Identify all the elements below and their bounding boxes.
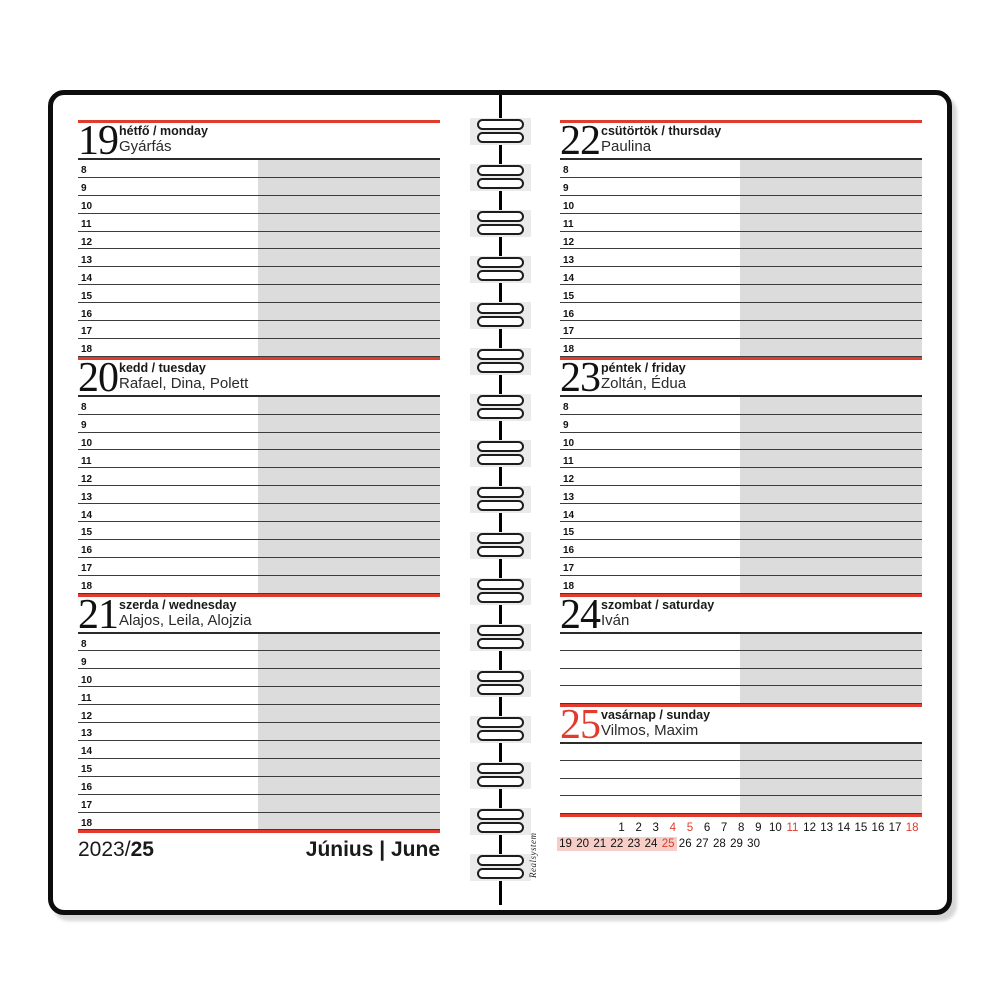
hour-label: 10 xyxy=(563,437,575,449)
hour-row xyxy=(78,415,440,433)
note-row xyxy=(560,669,922,687)
spiral-ring xyxy=(470,716,531,743)
ring-top xyxy=(477,809,524,820)
calendar-day: 4 xyxy=(669,821,677,834)
day-block-23 xyxy=(560,354,922,597)
hour-row xyxy=(78,433,440,451)
ring-top xyxy=(477,395,524,406)
hour-label: 9 xyxy=(81,420,87,432)
hour-label: 12 xyxy=(81,473,93,485)
day-title: hétfő / monday xyxy=(119,124,208,138)
hour-row xyxy=(78,267,440,285)
day-number: 24 xyxy=(560,591,600,638)
calendar-day: 10 xyxy=(768,821,782,834)
hour-row xyxy=(560,285,922,303)
hour-label: 13 xyxy=(81,728,93,740)
year-week-label xyxy=(78,838,154,862)
calendar-row-2 xyxy=(557,837,922,851)
nameday-names: Alajos, Leila, Alojzia xyxy=(119,611,252,629)
day-number: 19 xyxy=(78,118,118,164)
calendar-day: 15 xyxy=(854,821,868,834)
day-header xyxy=(560,118,922,164)
calendar-day: 12 xyxy=(803,821,816,834)
note-row xyxy=(560,686,922,704)
hour-row xyxy=(78,178,440,196)
note-row xyxy=(560,761,922,779)
calendar-day: 8 xyxy=(738,821,745,834)
hour-row xyxy=(560,178,922,196)
hour-row xyxy=(560,522,922,540)
ring-bottom xyxy=(477,868,524,879)
hour-row xyxy=(78,339,440,357)
ring-bottom xyxy=(477,500,524,511)
calendar-row-1 xyxy=(613,821,922,835)
ring-top xyxy=(477,349,524,360)
ring-top xyxy=(477,211,524,222)
nameday-names: Iván xyxy=(601,611,630,629)
calendar-day: 19 xyxy=(557,837,574,851)
day-grid xyxy=(560,634,922,704)
ring-bottom xyxy=(477,776,524,787)
ring-bottom xyxy=(477,592,524,603)
day-grid xyxy=(78,397,440,594)
hour-row xyxy=(78,397,440,415)
day-number: 21 xyxy=(78,591,118,638)
note-row xyxy=(560,779,922,797)
ring-bottom xyxy=(477,270,524,281)
day-header xyxy=(560,701,922,748)
hour-label: 17 xyxy=(563,563,575,575)
hour-label: 12 xyxy=(81,710,93,722)
hour-label: 15 xyxy=(563,527,575,539)
ring-top xyxy=(477,533,524,544)
hour-label: 13 xyxy=(563,491,575,503)
spiral-ring xyxy=(470,256,531,283)
day-block-21 xyxy=(78,591,440,834)
hour-label: 18 xyxy=(563,581,575,593)
right-day-list xyxy=(560,120,922,817)
left-day-list xyxy=(78,120,440,833)
spiral-ring xyxy=(470,394,531,421)
calendar-day: 9 xyxy=(755,821,762,834)
note-row xyxy=(560,651,922,669)
hour-label: 16 xyxy=(563,308,575,320)
hour-label: 8 xyxy=(81,165,87,177)
hour-label: 12 xyxy=(563,473,575,485)
hour-row xyxy=(560,196,922,214)
hour-row xyxy=(78,303,440,321)
calendar-day: 23 xyxy=(625,837,642,851)
ring-top xyxy=(477,119,524,130)
hour-row xyxy=(560,160,922,178)
spiral-ring xyxy=(470,624,531,651)
month-label: Június | June xyxy=(305,838,440,862)
day-header xyxy=(560,354,922,401)
ring-top xyxy=(477,763,524,774)
hour-row xyxy=(78,634,440,652)
hour-row xyxy=(78,723,440,741)
day-grid xyxy=(560,397,922,594)
ring-bottom xyxy=(477,362,524,373)
hour-row xyxy=(560,576,922,594)
hour-row xyxy=(78,777,440,795)
spiral-ring xyxy=(470,348,531,375)
note-row xyxy=(560,796,922,814)
calendar-day: 3 xyxy=(652,821,659,834)
ring-top xyxy=(477,165,524,176)
day-block-19 xyxy=(78,118,440,360)
hour-label: 17 xyxy=(81,563,93,575)
hour-label: 10 xyxy=(81,674,93,686)
hour-label: 8 xyxy=(563,165,569,177)
hour-label: 11 xyxy=(81,692,92,704)
hour-label: 9 xyxy=(563,420,569,432)
spiral-ring xyxy=(470,808,531,835)
calendar-day: 1 xyxy=(618,821,625,834)
hour-label: 14 xyxy=(81,509,93,521)
nameday-names: Gyárfás xyxy=(119,138,172,155)
hour-row xyxy=(78,687,440,705)
calendar-day: 5 xyxy=(686,821,694,834)
hour-row xyxy=(560,214,922,232)
day-block-25 xyxy=(560,701,922,817)
calendar-day: 18 xyxy=(905,821,919,834)
hour-row xyxy=(78,540,440,558)
mini-calendar xyxy=(560,821,922,851)
hour-label: 18 xyxy=(81,581,93,593)
hour-row xyxy=(78,450,440,468)
day-title: csütörtök / thursday xyxy=(601,124,722,138)
hour-row xyxy=(78,468,440,486)
calendar-day: 26 xyxy=(678,837,692,850)
day-title: szombat / saturday xyxy=(601,597,715,612)
hour-label: 18 xyxy=(81,344,93,356)
hour-label: 8 xyxy=(563,402,569,414)
hour-row xyxy=(560,433,922,451)
hour-row xyxy=(560,249,922,267)
day-header-text xyxy=(119,597,440,629)
day-header xyxy=(560,591,922,638)
hour-row xyxy=(78,214,440,232)
hour-row xyxy=(560,397,922,415)
hour-row xyxy=(78,249,440,267)
hour-label: 8 xyxy=(81,638,87,650)
hour-label: 11 xyxy=(563,455,574,467)
hour-row xyxy=(78,504,440,522)
calendar-day: 30 xyxy=(747,837,760,850)
ring-top xyxy=(477,855,524,866)
calendar-day: 21 xyxy=(591,837,608,851)
hour-row xyxy=(78,651,440,669)
hour-row xyxy=(560,504,922,522)
hour-row xyxy=(78,232,440,250)
day-header-text xyxy=(119,123,440,155)
hour-label: 13 xyxy=(563,254,575,266)
day-header-text xyxy=(601,707,922,739)
ring-bottom xyxy=(477,730,524,741)
hour-label: 12 xyxy=(563,236,575,248)
hour-row xyxy=(78,558,440,576)
hour-row xyxy=(78,160,440,178)
hour-label: 14 xyxy=(81,746,93,758)
ring-bottom xyxy=(477,638,524,649)
hour-row xyxy=(78,759,440,777)
left-page-footer xyxy=(78,833,440,862)
day-number: 25 xyxy=(560,701,600,748)
day-title: péntek / friday xyxy=(601,360,686,375)
hour-label: 9 xyxy=(81,656,87,668)
ring-bottom xyxy=(477,822,524,833)
hour-row xyxy=(78,522,440,540)
hour-row xyxy=(78,669,440,687)
spiral-ring xyxy=(470,210,531,237)
hour-label: 15 xyxy=(81,290,93,302)
ring-top xyxy=(477,579,524,590)
calendar-day: 27 xyxy=(695,837,709,850)
hour-row xyxy=(560,540,922,558)
hour-label: 12 xyxy=(81,236,93,248)
hour-label: 9 xyxy=(563,183,569,195)
ring-bottom xyxy=(477,454,524,465)
hour-label: 17 xyxy=(563,326,575,338)
spiral-ring xyxy=(470,302,531,329)
week-number: 25 xyxy=(130,838,154,862)
hour-row xyxy=(560,303,922,321)
day-block-24 xyxy=(560,591,922,707)
day-bottom-rule xyxy=(560,814,922,817)
spiral-ring xyxy=(470,578,531,605)
hour-label: 16 xyxy=(81,782,93,794)
hour-label: 10 xyxy=(563,201,575,213)
spiral-ring xyxy=(470,486,531,513)
hour-label: 18 xyxy=(563,344,575,356)
day-header xyxy=(78,354,440,401)
ring-bottom xyxy=(477,546,524,557)
day-header-text xyxy=(601,123,922,155)
hour-label: 15 xyxy=(563,290,575,302)
year-label: 2023/ xyxy=(78,838,131,862)
hour-row xyxy=(78,486,440,504)
day-grid xyxy=(560,744,922,814)
ring-top xyxy=(477,717,524,728)
left-page xyxy=(78,120,440,862)
ring-top xyxy=(477,671,524,682)
hour-label: 15 xyxy=(81,764,93,776)
day-header-text xyxy=(119,360,440,392)
hour-label: 9 xyxy=(81,183,87,195)
hour-label: 10 xyxy=(81,437,93,449)
calendar-day: 20 xyxy=(574,837,591,851)
day-title: vasárnap / sunday xyxy=(601,707,711,722)
nameday-names: Rafael, Dina, Polett xyxy=(119,374,249,392)
ring-top xyxy=(477,441,524,452)
calendar-day: 7 xyxy=(720,821,728,834)
ring-bottom xyxy=(477,684,524,695)
note-row xyxy=(560,744,922,762)
hour-row xyxy=(78,795,440,813)
ring-top xyxy=(477,257,524,268)
hour-label: 14 xyxy=(563,509,575,521)
hour-label: 13 xyxy=(81,491,93,503)
hour-label: 11 xyxy=(81,455,92,467)
nameday-names: Zoltán, Édua xyxy=(601,374,687,392)
day-header xyxy=(78,591,440,638)
hour-row xyxy=(78,285,440,303)
spiral-ring xyxy=(470,440,531,467)
day-number: 22 xyxy=(560,118,600,164)
hour-label: 10 xyxy=(81,201,93,213)
day-number: 20 xyxy=(78,354,118,401)
hour-row xyxy=(560,339,922,357)
spiral-ring xyxy=(470,532,531,559)
nameday-names: Vilmos, Maxim xyxy=(601,721,699,739)
spiral-ring xyxy=(470,762,531,789)
day-grid xyxy=(560,160,922,357)
calendar-day: 25 xyxy=(660,837,677,851)
day-block-22 xyxy=(560,118,922,360)
nameday-names: Paulina xyxy=(601,138,652,155)
calendar-day: 6 xyxy=(703,821,711,834)
calendar-day: 11 xyxy=(786,821,799,834)
day-header-text xyxy=(601,597,922,629)
hour-row xyxy=(560,232,922,250)
hour-row xyxy=(78,813,440,831)
ring-top xyxy=(477,625,524,636)
calendar-day: 2 xyxy=(635,821,642,834)
hour-row xyxy=(560,321,922,339)
hour-label: 14 xyxy=(563,272,575,284)
note-row xyxy=(560,634,922,652)
hour-label: 16 xyxy=(81,545,93,557)
ring-bottom xyxy=(477,408,524,419)
calendar-day: 22 xyxy=(608,837,625,851)
calendar-day: 17 xyxy=(888,821,902,834)
hour-label: 17 xyxy=(81,800,93,811)
ring-bottom xyxy=(477,132,524,143)
day-header-text xyxy=(601,360,922,392)
calendar-day: 24 xyxy=(642,837,659,851)
calendar-day: 13 xyxy=(820,821,834,834)
ring-bottom xyxy=(477,178,524,189)
day-grid xyxy=(78,160,440,357)
calendar-day: 29 xyxy=(730,837,743,850)
hour-row xyxy=(560,558,922,576)
right-page xyxy=(560,120,922,853)
day-block-20 xyxy=(78,354,440,597)
hour-row xyxy=(560,415,922,433)
hour-row xyxy=(78,576,440,594)
day-title: szerda / wednesday xyxy=(119,597,237,612)
day-header xyxy=(78,118,440,164)
spiral-ring xyxy=(470,118,531,145)
hour-label: 16 xyxy=(563,545,575,557)
hour-label: 13 xyxy=(81,254,93,266)
spiral-ring xyxy=(470,670,531,697)
hour-row xyxy=(560,450,922,468)
hour-row xyxy=(560,267,922,285)
spiral-ring xyxy=(470,854,531,881)
hour-label: 18 xyxy=(81,817,93,829)
calendar-day: 16 xyxy=(871,821,885,834)
hour-label: 15 xyxy=(81,527,93,539)
hour-row xyxy=(78,741,440,759)
hour-row xyxy=(78,705,440,723)
ring-top xyxy=(477,303,524,314)
hour-label: 17 xyxy=(81,326,93,338)
day-number: 23 xyxy=(560,354,600,401)
hour-label: 14 xyxy=(81,272,93,284)
day-title: kedd / tuesday xyxy=(119,360,206,375)
realsystem-logo: Realsystem xyxy=(528,832,538,878)
ring-bottom xyxy=(477,224,524,235)
hour-row xyxy=(78,196,440,214)
hour-label: 11 xyxy=(563,219,574,231)
calendar-day: 14 xyxy=(837,821,851,834)
spiral-ring xyxy=(470,164,531,191)
hour-label: 8 xyxy=(81,402,87,414)
ring-top xyxy=(477,487,524,498)
day-grid xyxy=(78,634,440,831)
hour-row xyxy=(78,321,440,339)
hour-label: 16 xyxy=(81,308,93,320)
hour-row xyxy=(560,486,922,504)
hour-row xyxy=(560,468,922,486)
ring-bottom xyxy=(477,316,524,327)
calendar-day: 28 xyxy=(712,837,726,850)
hour-label: 11 xyxy=(81,219,92,231)
